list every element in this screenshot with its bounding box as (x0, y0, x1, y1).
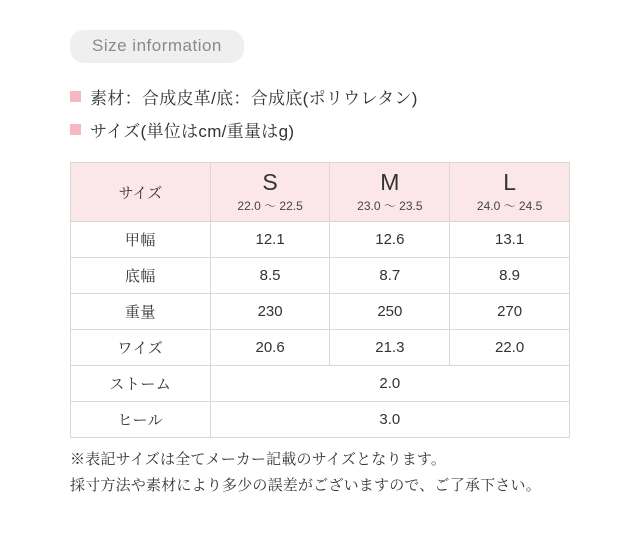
size-range-m: 23.0 ～ 23.5 (357, 199, 423, 214)
bullet-text: 素材：合成皮革/底：合成底(ポリウレタン) (90, 89, 418, 108)
cell-value: 8.9 (450, 258, 570, 294)
row-label: 重量 (71, 294, 211, 330)
page-title: Size information (70, 30, 244, 63)
footnote-line: 採寸方法や素材により多少の誤差がございますので、ご了承下さい。 (70, 477, 541, 495)
table-row (71, 294, 570, 330)
material-bullet-list (70, 84, 590, 150)
row-label: ヒール (71, 402, 211, 438)
cell-value: 270 (450, 294, 570, 330)
cell-value: 20.6 (210, 330, 330, 366)
cell-value: 22.0 (450, 330, 570, 366)
corner-label: サイズ (118, 184, 163, 202)
cell-value: 12.6 (330, 222, 450, 258)
size-table (70, 162, 570, 438)
cell-value: 21.3 (330, 330, 450, 366)
size-letter-l: L (503, 168, 516, 195)
footnotes (70, 447, 590, 500)
row-label: 甲幅 (71, 222, 211, 258)
cell-value: 12.1 (210, 222, 330, 258)
size-letter-m: M (380, 168, 400, 195)
table-row (71, 330, 570, 366)
size-range-s: 22.0 ～ 22.5 (237, 199, 303, 214)
cell-value: 8.7 (330, 258, 450, 294)
cell-value-merged: 2.0 (210, 366, 569, 402)
square-bullet-icon (70, 91, 81, 102)
table-header-cell-s (210, 163, 330, 222)
cell-value-merged: 3.0 (210, 402, 569, 438)
cell-value: 250 (330, 294, 450, 330)
table-row (71, 222, 570, 258)
table-row (71, 258, 570, 294)
table-header-cell-m (330, 163, 450, 222)
size-letter-s: S (262, 168, 278, 195)
list-item (70, 117, 590, 142)
table-row (71, 366, 570, 402)
cell-value: 230 (210, 294, 330, 330)
row-label: ストーム (71, 366, 211, 402)
table-corner-cell (71, 163, 211, 222)
row-label: ワイズ (71, 330, 211, 366)
cell-value: 8.5 (210, 258, 330, 294)
row-label: 底幅 (71, 258, 211, 294)
size-range-l: 24.0 ～ 24.5 (476, 199, 543, 214)
list-item (70, 84, 590, 109)
bullet-text: サイズ(単位はcm/重量はg) (90, 122, 295, 141)
footnote-line: ※表記サイズは全てメーカー記載のサイズとなります。 (70, 451, 447, 468)
table-header-row (71, 163, 570, 222)
table-header-cell-l (450, 163, 570, 222)
cell-value: 13.1 (450, 222, 570, 258)
table-row (71, 402, 570, 438)
square-bullet-icon (70, 124, 81, 135)
